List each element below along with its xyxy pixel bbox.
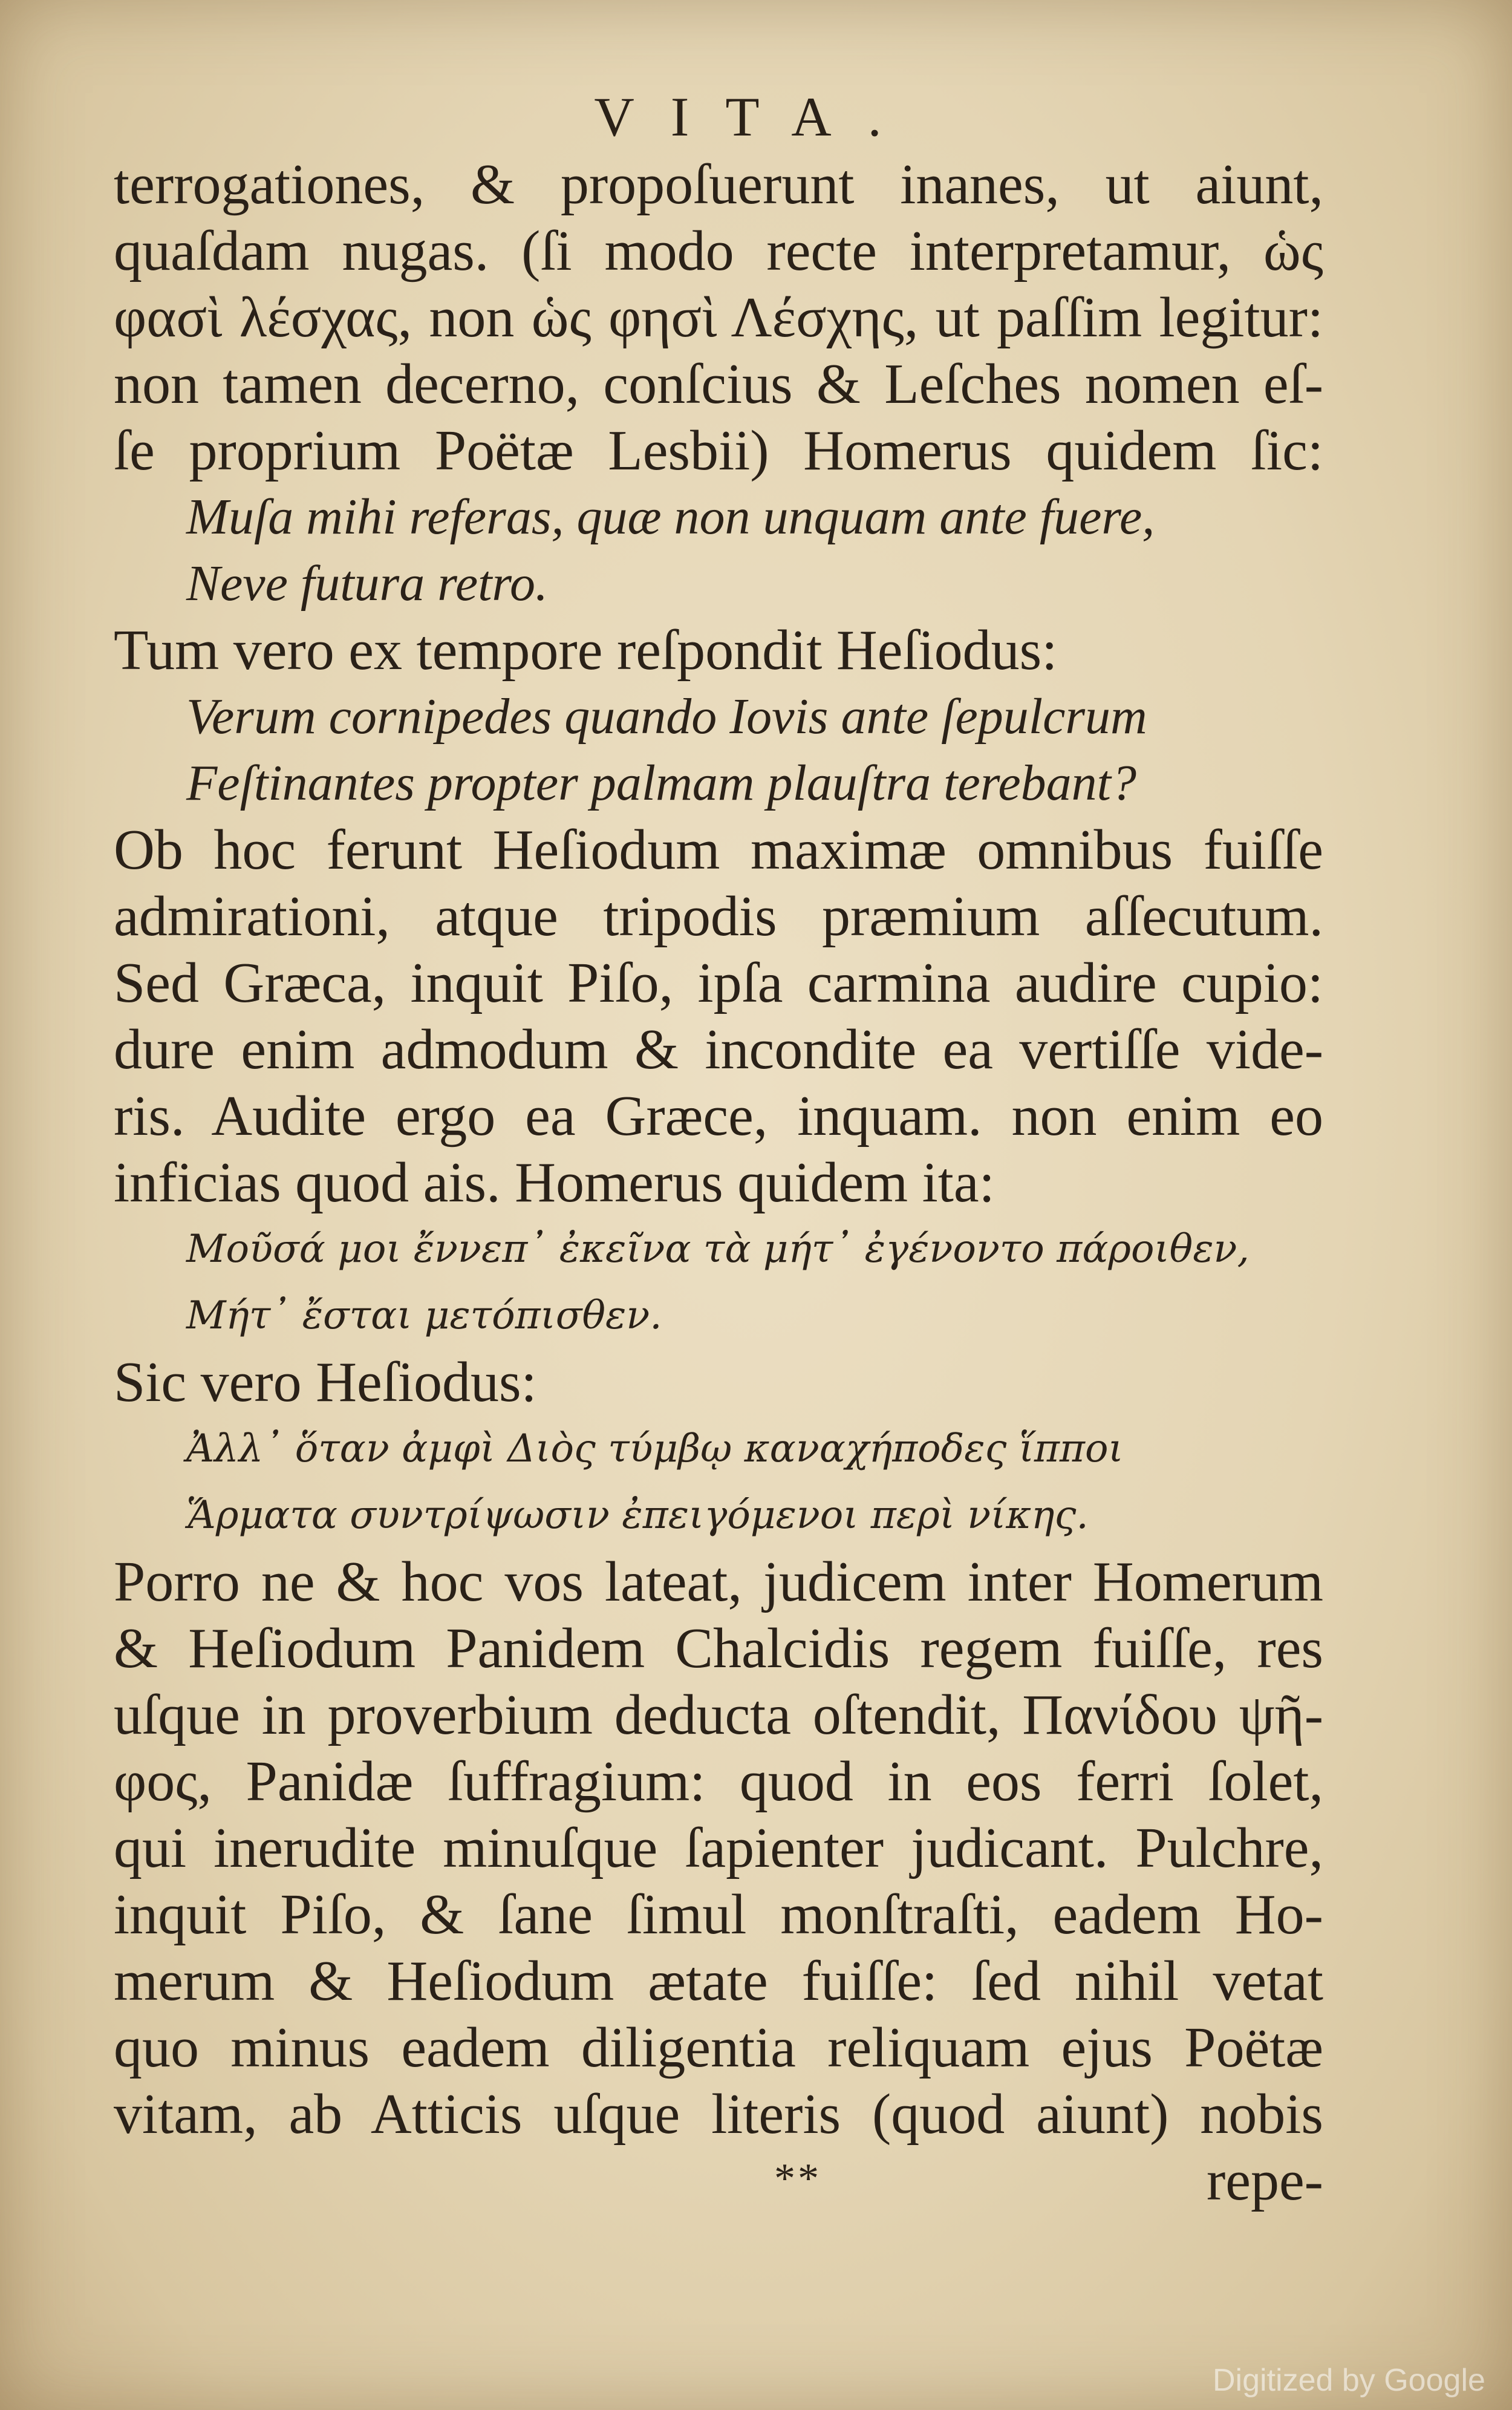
text-line: admirationi, atque tripodis præmium aſſecutum. (114, 885, 1323, 948)
text-line: inquit Piſo, & ſane ſimul monſtraſti, eadem Ho- (114, 1883, 1323, 1946)
text-line: dure enim admodum & incondite ea vertiſſe vide- (114, 1018, 1323, 1081)
greek-verse-line: Μήτ᾽ ἔσται μετόπισθεν. (186, 1293, 662, 1338)
text-line: φος, Panidæ ſuffragium: quod in eos ferri ſolet, (114, 1750, 1323, 1813)
signature-mark: ** (774, 2155, 821, 2202)
verse-line: Feſtinantes propter palmam plauſtra terebant? (186, 755, 1136, 811)
text-line: merum & Heſiodum ætate fuiſſe: ſed nihil vetat (114, 1950, 1323, 2013)
greek-verse-line: Ἀλλ᾽ ὅταν ἀμφὶ Διὸς τύμβῳ καναχήποδες ἵπποι (186, 1426, 1124, 1471)
text-line: φασὶ λέσχας, non ὡς φησὶ Λέσχης, ut paſſim legitur: (114, 286, 1323, 349)
text-line: terrogationes, & propoſuerunt inanes, ut aiunt, (114, 153, 1323, 216)
body-text (114, 151, 1323, 2214)
verse-line: Neve futura retro. (186, 555, 549, 612)
verse-line: Muſa mihi referas, quæ non unquam ante fuere, (186, 489, 1155, 545)
running-title: VITA. (594, 86, 918, 148)
text-line: Ob hoc ferunt Heſiodum maximæ omnibus fuiſſe (114, 818, 1323, 881)
text-line: Sed Græca, inquit Piſo, ipſa carmina audire cupio: (114, 952, 1323, 1014)
text-line: qui inerudite minuſque ſapienter judicant. Pulchre, (114, 1817, 1323, 1879)
text-line: quo minus eadem diligentia reliquam ejus Poëtæ (114, 2016, 1323, 2079)
text-line: uſque in proverbium deducta oſtendit, Πανίδου ψῆ- (114, 1683, 1323, 1746)
catchword: repe- (1206, 2149, 1323, 2212)
text-line: Tum vero ex tempore reſpondit Heſiodus: (114, 619, 1058, 682)
text-line: ris. Audite ergo ea Græce, inquam. non enim eo (114, 1085, 1323, 1148)
text-line: Porro ne & hoc vos lateat, judicem inter Homerum (114, 1550, 1323, 1613)
text-line: Sic vero Heſiodus: (114, 1351, 537, 1414)
text-line: quaſdam nugas. (ſi modo recte interpretamur, ὡς (114, 220, 1323, 282)
digitization-watermark: Digitized by Google (1213, 2363, 1485, 2398)
text-line: & Heſiodum Panidem Chalcidis regem fuiſſe, res (114, 1617, 1323, 1680)
greek-verse-line: Ἅρματα συντρίψωσιν ἐπειγόμενοι περὶ νίκης. (186, 1493, 1089, 1538)
greek-verse-line: Μοῦσά μοι ἔννεπ᾽ ἐκεῖνα τὰ μήτ᾽ ἐγένοντο πάροιθεν, (186, 1227, 1250, 1272)
text-line: non tamen decerno, conſcius & Leſches nomen eſ- (114, 353, 1323, 416)
text-line: ſe proprium Poëtæ Lesbii) Homerus quidem ſic: (114, 419, 1323, 482)
verse-line: Verum cornipedes quando Iovis ante ſepulcrum (186, 688, 1147, 745)
text-line: inficias quod ais. Homerus quidem ita: (114, 1151, 995, 1214)
text-line: vitam, ab Atticis uſque literis (quod aiunt) nobis (114, 2083, 1323, 2146)
